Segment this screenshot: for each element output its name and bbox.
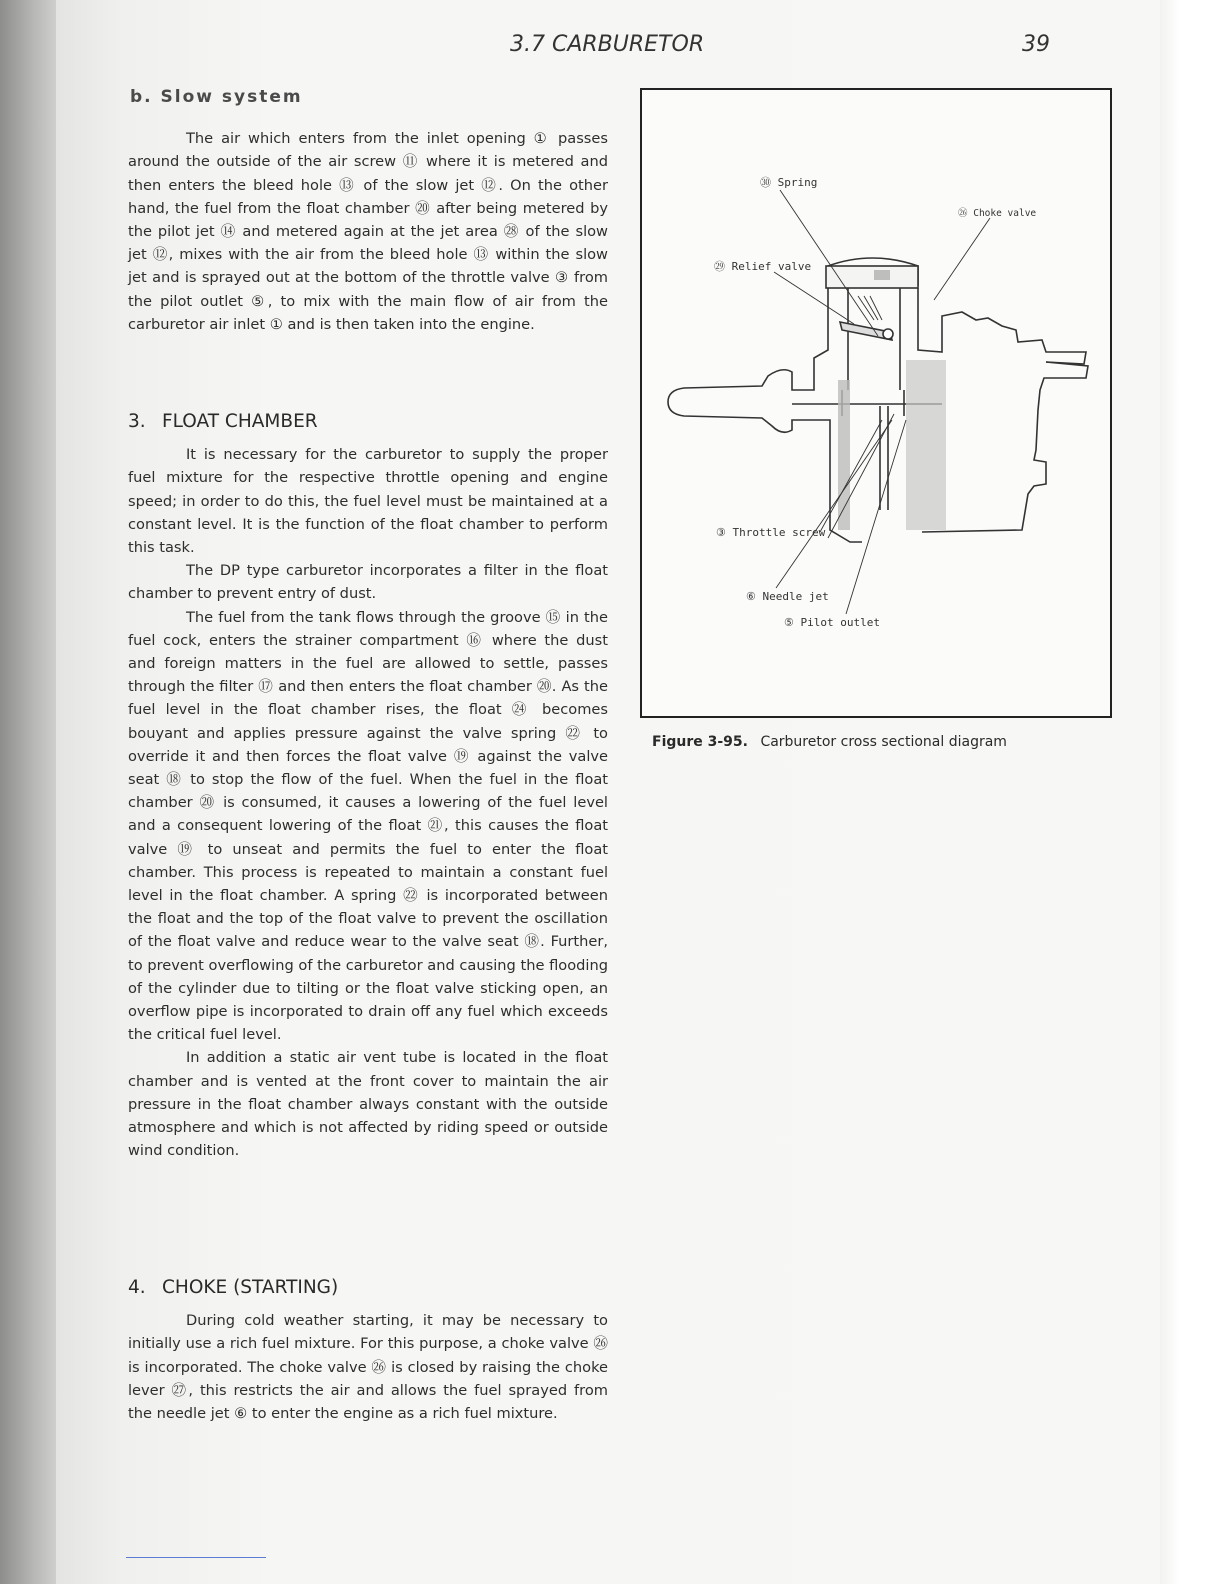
- label-spring: ㉚ Spring: [760, 176, 818, 189]
- label-needle-jet: ⑥ Needle jet: [746, 590, 829, 603]
- slow-system-block: [128, 86, 608, 336]
- paragraph: In addition a static air vent tube is located in the float chamber and is vented at the front cover to maintain the air pressure in the float chamber always constant with the outside atmosphere and which is not affected by riding speed or outside wind condition.: [128, 1049, 608, 1160]
- label-pilot-outlet: ⑤ Pilot outlet: [784, 616, 880, 629]
- paragraph: The DP type carburetor incorporates a filter in the float chamber to prevent entry of dust.: [128, 562, 608, 603]
- choke-block: [128, 1276, 608, 1425]
- scan-margin: [1160, 0, 1224, 1584]
- choke-heading: [128, 1276, 608, 1299]
- float-chamber-block: [128, 410, 608, 1163]
- section-number: 3.: [128, 411, 146, 432]
- section-title: 3.7 CARBURETOR: [510, 32, 705, 57]
- slow-system-paragraph: The air which enters from the inlet opening ① passes around the outside of the air screw ⑪ where it is metered and then enters the bleed hole ⑬ of the slow jet ⑫. On the other hand, the fuel from the float chamber ⑳ after being metered by the pilot jet ⑭ and metered again at the jet area ㉘ of the slow jet ⑫, mixes with the air from the bleed hole ⑬ within the slow jet and is sprayed out at the bottom of the throttle valve ③ from the pilot outlet ⑤, to mix with the main flow of air from the carburetor air inlet ① and is then taken into the engine.: [128, 130, 608, 333]
- label-relief-valve: ㉙ Relief valve: [714, 260, 812, 273]
- section-title-text: FLOAT CHAMBER: [162, 411, 318, 432]
- section-number: 4.: [128, 1277, 146, 1298]
- slow-system-heading: b. Slow system: [130, 87, 303, 107]
- figure-number: Figure 3-95.: [652, 734, 748, 750]
- section-title-text: CHOKE (STARTING): [162, 1277, 339, 1298]
- carburetor-diagram: [642, 90, 1110, 716]
- figure-caption-text: Carburetor cross sectional diagram: [760, 734, 1007, 750]
- scan-binding-shadow: [0, 0, 56, 1584]
- choke-paragraph: During cold weather starting, it may be necessary to initially use a rich fuel mixture. For this purpose, a choke valve ㉖ is incorporated. The choke valve ㉖ is closed by raising the choke lever ㉗, this restricts the air and allows the fuel sprayed from the needle jet ⑥ to enter the engine as a rich fuel mixture.: [128, 1312, 608, 1423]
- float-chamber-heading: [128, 410, 608, 433]
- label-choke-valve: ㉖ Choke valve: [958, 208, 1037, 219]
- footer-rule: [126, 1557, 266, 1558]
- paragraph: It is necessary for the carburetor to supply the proper fuel mixture for the respective throttle opening and engine speed; in order to do this, the fuel level must be maintained at a constant level. It is the function of the float chamber to perform this task.: [128, 446, 608, 557]
- page-number: 39: [1022, 32, 1050, 57]
- label-throttle-screw: ③ Throttle screw: [716, 526, 826, 539]
- page-header: [510, 32, 1050, 68]
- paragraph: The fuel from the tank flows through the groove ⑮ in the fuel cock, enters the strainer compartment ⑯ where the dust and foreign matters in the fuel are allowed to settle, passes through the filter ⑰ and then enters the float chamber ⑳. As the fuel level in the float chamber rises, the float ㉔ becomes bouyant and applies pressure against the valve spring ㉒ to override it and then forces the float valve ⑲ against the valve seat ⑱ to stop the flow of the fuel. When the fuel in the float chamber ⑳ is consumed, it causes a lowering of the fuel level and a consequent lowering of the float ㉑, this causes the float valve ⑲ to unseat and permits the fuel to enter the float chamber. This process is repeated to maintain a constant fuel level in the float chamber. A spring ㉒ is incorporated between the float and the top of the float valve to prevent the oscillation of the float valve and reduce wear to the valve seat ⑱. Further, to prevent overflowing of the carburetor and causing the flooding of the cylinder due to tilting or the float valve sticking open, an overflow pipe is incorporated to drain off any fuel which exceeds the critical fuel level.: [128, 608, 608, 1044]
- carburetor-figure: [640, 88, 1112, 718]
- figure-caption: [652, 734, 1112, 750]
